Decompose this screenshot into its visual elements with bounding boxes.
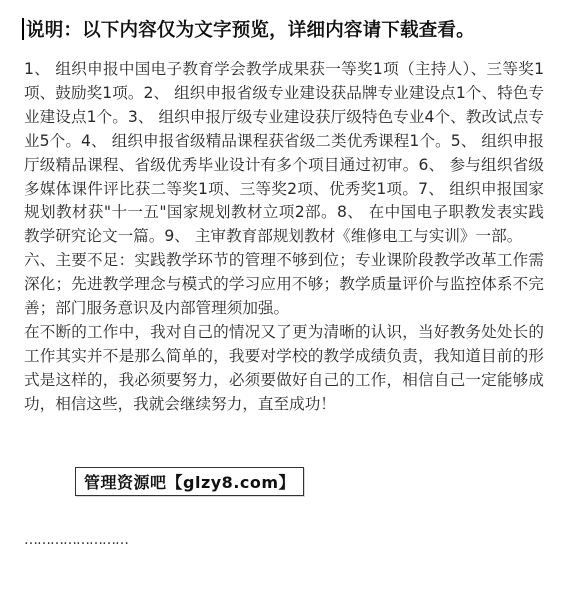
- shortcomings-paragraph: 六、主要不足：实践教学环节的管理不够到位；专业课阶段教学改革工作需深化；先进教学理念与模式的学习应用不够；教学质量评价与监控体系不完善；部门服务意识及内部管理须加强。: [24, 251, 544, 318]
- reflection-paragraph: 在不断的工作中，我对自己的情况又了更为清晰的认识，当好教务处处长的工作其实并不是那么简单的，我要对学校的教学成绩负责，我知道目前的形式是这样的，我必须要努力，必须要做好自己的工作，相信自己一定能够成功，相信这些，我就会继续努力，直至成功！: [24, 322, 544, 413]
- text-cursor: [22, 18, 24, 40]
- preview-notice-text: 说明：以下内容仅为文字预览，详细内容请下载查看。: [26, 20, 475, 41]
- achievements-paragraph: 1、 组织申报中国电子教育学会教学成果获一等奖1项（主持人）、三等奖1项、鼓励奖1项。2、 组织申报省级专业建设获品牌专业建设点1个、特色专业建设点1个。3、 组织申报厅级专业建设获厅级特色专业4个、教改试点专业5个。4、 组织申报省级精品课程获省级二类优秀课程1个。5、 组织申报厅级精品课程、省级优秀毕业设计有多个项目通过初审。6、 参与组织省级多媒体课件评比获二等奖1项、三等奖2项、优秀奖1项。7、 组织申报国家规划教材获"十一五"国家规划教材立项2部。8、 在中国电子职教发表实践教学研究论文一篇。9、 主审教育部规划教材《维修电工与实训》一部。: [24, 60, 544, 246]
- document-body: [24, 58, 544, 417]
- preview-notice: [22, 16, 475, 42]
- truncation-ellipsis: ……………………: [24, 532, 128, 548]
- site-watermark: 管理资源吧【glzy8.com】: [75, 467, 304, 496]
